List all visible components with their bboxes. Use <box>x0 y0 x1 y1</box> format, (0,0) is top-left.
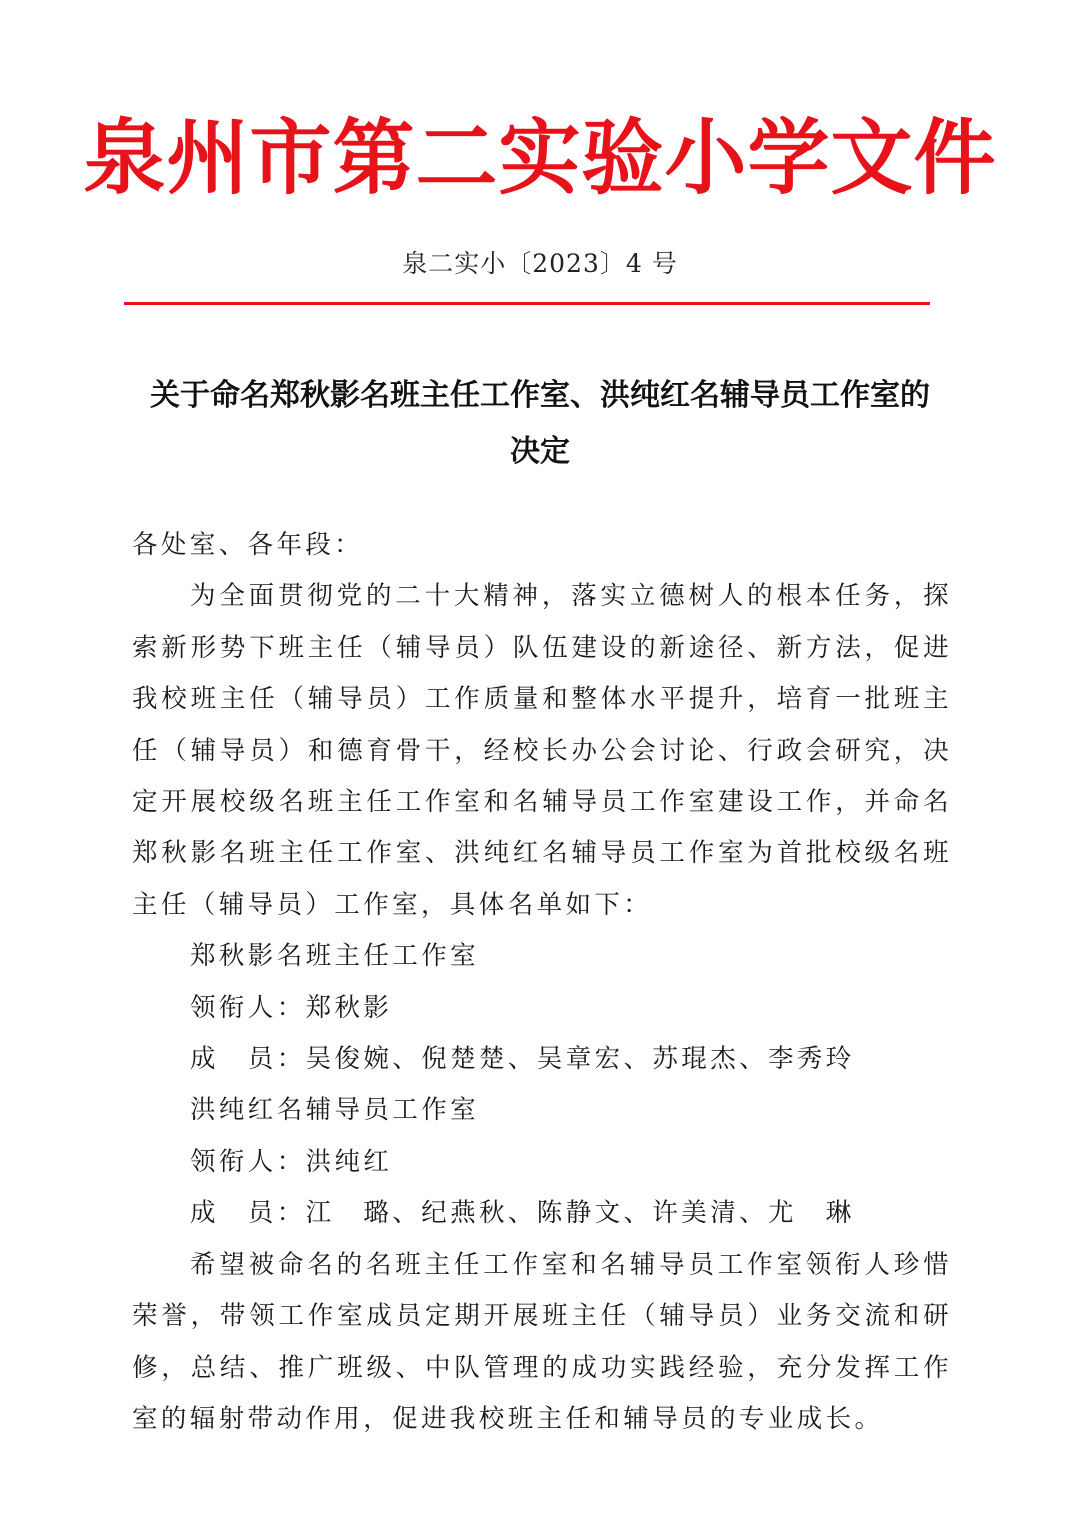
document-body <box>132 520 952 1445</box>
studio-name: 郑秋影名班主任工作室 <box>190 941 480 972</box>
salutation: 各处室、各年段： <box>132 530 364 560</box>
studio-leader: 领衔人：郑秋影 <box>190 992 393 1023</box>
paragraph-closing: 希望被命名的名班主任工作室和名辅导员工作室领衔人珍惜荣誉，带领工作室成员定期开展班主任（辅导员）业务交流和研修，总结、推广班级、中队管理的成功实践经验，充分发挥工作室的辐射带动作用，促进我校班主任和辅导员的专业成长。 <box>132 1249 952 1434</box>
studio-leader: 领衔人：洪纯红 <box>190 1146 393 1177</box>
studio-name: 洪纯红名辅导员工作室 <box>190 1095 480 1126</box>
document-number: 泉二实小〔2023〕4 号 <box>402 249 678 278</box>
document-header-title: 泉州市第二实验小学文件 <box>83 110 997 206</box>
red-divider-line <box>124 302 930 305</box>
document-title-line-2: 决定 <box>510 434 570 469</box>
document-title <box>110 368 970 480</box>
studio-members: 成 员：吴俊婉、倪楚楚、吴章宏、苏琨杰、李秀玲 <box>190 1044 855 1075</box>
document-title-line-1: 关于命名郑秋影名班主任工作室、洪纯红名辅导员工作室的 <box>150 378 930 413</box>
paragraph-intro: 为全面贯彻党的二十大精神，落实立德树人的根本任务，探索新形势下班主任（辅导员）队伍建设的新途径、新方法，促进我校班主任（辅导员）工作质量和整体水平提升，培育一批班主任（辅导员）和德育骨干，经校长办公会讨论、行政会研究，决定开展校级名班主任工作室和名辅导员工作室建设工作，并命名郑秋影名班主任工作室、洪纯红名辅导员工作室为首批校级名班主任（辅导员）工作室，具体名单如下： <box>132 581 952 920</box>
studio-members: 成 员：江 璐、纪燕秋、陈静文、许美清、尤 琳 <box>190 1198 855 1229</box>
